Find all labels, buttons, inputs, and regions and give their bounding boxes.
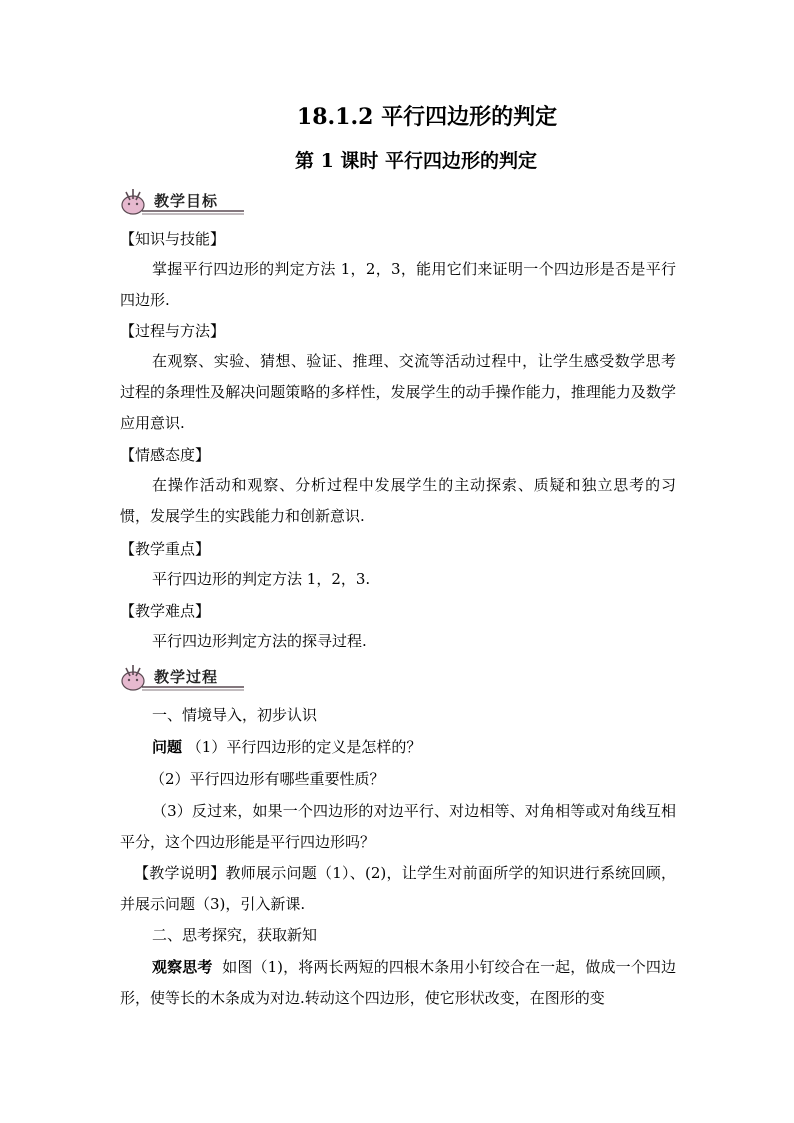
question-label: 问题 (152, 738, 183, 756)
step1-heading: 一、情境导入，初步认识 (152, 706, 318, 724)
teaching-note-label: 【教学说明】 (134, 864, 226, 882)
question-3: （3）反过来，如果一个四边形的对边平行、对边相等、对角相等或对角线互相平分，这个四边形能是平行四边形吗？ (120, 802, 676, 851)
difficulty-text: 平行四边形判定方法的探寻过程. (152, 632, 367, 650)
process-badge (116, 660, 246, 694)
teaching-note (120, 858, 676, 920)
objectives-badge-label: 教学目标 (154, 192, 219, 210)
difficulty-heading: 【教学难点】 (120, 602, 211, 620)
step2-heading: 二、思考探究，获取新知 (152, 926, 318, 944)
attitude-heading: 【情感态度】 (120, 446, 211, 464)
method-text: 在观察、实验、猜想、验证、推理、交流等活动过程中，让学生感受数学思考过程的条理性及解决问题策略的多样性，发展学生的动手操作能力，推理能力及数学应用意识. (120, 352, 676, 432)
page-title: 18.1.2 平行四边形的判定 (296, 104, 558, 130)
process-badge-label: 教学过程 (154, 668, 219, 686)
key-points-heading: 【教学重点】 (120, 540, 211, 558)
observe-think-label: 观察思考 (152, 958, 213, 976)
observe-think-text: 如图（1)，将两长两短的四根木条用小钉绞合在一起，做成一个四边形，使等长的木条成为对边.转动这个四边形，使它形状改变，在图形的变 (120, 958, 676, 1007)
question-1 (120, 732, 676, 763)
question-1-text: （1）平行四边形的定义是怎样的？ (186, 738, 422, 756)
observe-think (120, 952, 676, 1014)
page-subtitle: 第 1 课时 平行四边形的判定 (294, 150, 538, 172)
key-points-text: 平行四边形的判定方法 1，2，3. (152, 570, 371, 588)
objectives-badge (116, 184, 246, 218)
teaching-note-text: 教师展示问题（1）、(2)，让学生对前面所学的知识进行系统回顾，并展示问题（3)，引入新课. (120, 864, 676, 913)
knowledge-heading: 【知识与技能】 (120, 230, 226, 248)
knowledge-text: 掌握平行四边形的判定方法 1，2，3，能用它们来证明一个四边形是否是平行四边形. (120, 260, 676, 309)
attitude-text: 在操作活动和观察、分析过程中发展学生的主动探索、质疑和独立思考的习惯，发展学生的实践能力和创新意识. (120, 476, 676, 525)
question-2: （2）平行四边形有哪些重要性质？ (150, 770, 385, 788)
method-heading: 【过程与方法】 (120, 322, 226, 340)
